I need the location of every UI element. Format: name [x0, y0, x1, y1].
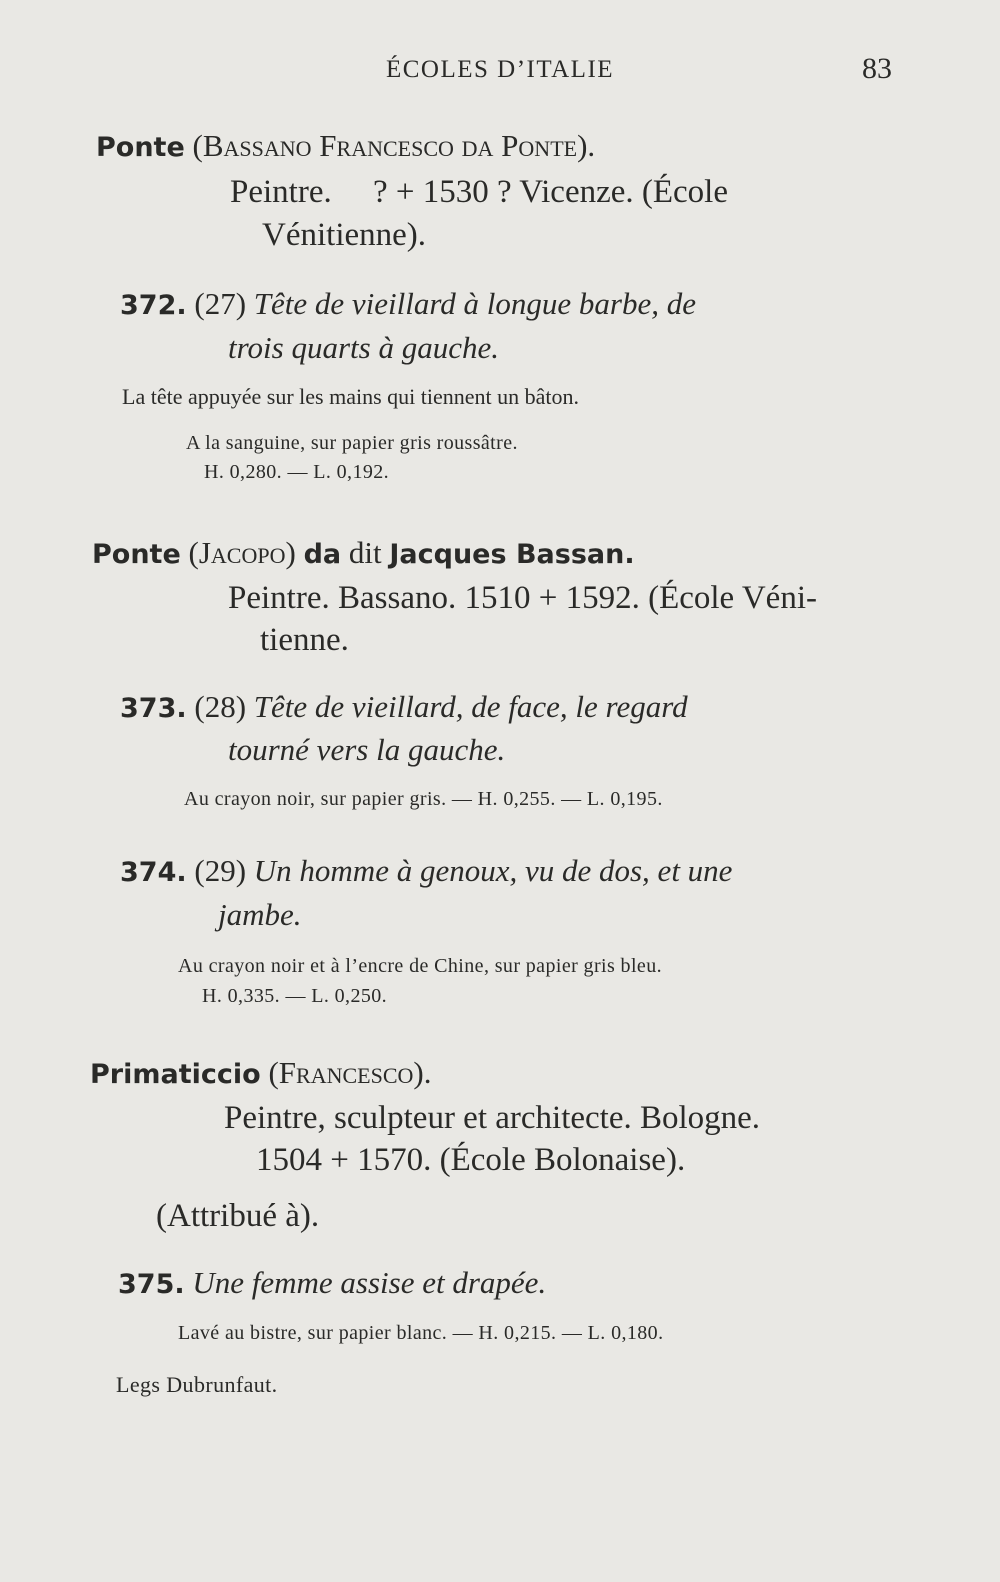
artist-given-name: (Francesco). [268, 1055, 432, 1090]
artist-alias: Jacques Bassan. [389, 539, 635, 570]
entry-number: 375. [118, 1269, 185, 1300]
entry-reference: (29) [194, 853, 247, 888]
artist-given-name: (Jacopo) [188, 535, 296, 570]
catalogue-entry-375 [118, 1265, 546, 1301]
entry-dimensions: H. 0,335. — L. 0,250. [202, 985, 388, 1007]
artist-heading-ponte-bassano [96, 128, 595, 164]
entry-medium: Au crayon noir, sur papier gris. — H. 0,255. — L. 0,195. [184, 788, 663, 810]
attribution-note: (Attribué à). [156, 1198, 320, 1234]
artist-heading-primaticcio [90, 1055, 431, 1091]
artist-bio-line: Peintre. Bassano. 1510 + 1592. (École Véni- [228, 580, 817, 616]
entry-number: 374. [120, 857, 187, 888]
artist-name: Ponte [92, 539, 181, 570]
artist-bio-line: tienne. [260, 622, 349, 658]
page-number: 83 [862, 52, 892, 85]
entry-title: Tête de vieillard à longue barbe, de [253, 286, 697, 321]
artist-name: Ponte [96, 132, 185, 163]
entry-title: Une femme assise et drapée. [192, 1265, 547, 1300]
artist-dit-word: dit [348, 535, 382, 570]
artist-full-name: (Bassano Francesco da Ponte). [192, 128, 596, 163]
entry-title-continuation: tourné vers la gauche. [228, 732, 506, 767]
entry-medium: Au crayon noir et à l’encre de Chine, sur papier gris bleu. [178, 955, 662, 977]
entry-reference: (27) [194, 286, 247, 321]
entry-title-continuation: trois quarts à gauche. [228, 330, 499, 365]
entry-reference: (28) [194, 689, 247, 724]
catalogue-entry-372 [120, 286, 696, 322]
catalogue-entry-374 [120, 853, 732, 889]
catalogue-entry-373 [120, 689, 688, 725]
running-header-title: ÉCOLES D’ITALIE [385, 56, 615, 83]
entry-title: Tête de vieillard, de face, le regard [253, 689, 688, 724]
entry-medium: Lavé au bistre, sur papier blanc. — H. 0,215. — L. 0,180. [178, 1322, 664, 1344]
entry-title-continuation: jambe. [218, 897, 302, 932]
artist-bio-line: Peintre. ? + 1530 ? Vicenze. (École [230, 174, 728, 210]
entry-description: La tête appuyée sur les mains qui tiennent un bâton. [122, 384, 579, 409]
provenance-note: Legs Dubrunfaut. [116, 1372, 278, 1397]
artist-bio-line: 1504 + 1570. (École Bolonaise). [256, 1142, 686, 1178]
entry-number: 373. [120, 693, 187, 724]
entry-number: 372. [120, 290, 187, 321]
artist-heading-ponte-jacopo [92, 535, 635, 571]
entry-medium: A la sanguine, sur papier gris roussâtre. [186, 432, 518, 454]
entry-dimensions: H. 0,280. — L. 0,192. [204, 461, 390, 483]
artist-name: Primaticcio [90, 1059, 261, 1090]
entry-title: Un homme à genoux, vu de dos, et une [253, 853, 733, 888]
artist-bio-line: Vénitienne). [262, 217, 427, 253]
artist-bio-line: Peintre, sculpteur et architecte. Bologne. [224, 1100, 761, 1136]
artist-particle: da [303, 539, 342, 570]
